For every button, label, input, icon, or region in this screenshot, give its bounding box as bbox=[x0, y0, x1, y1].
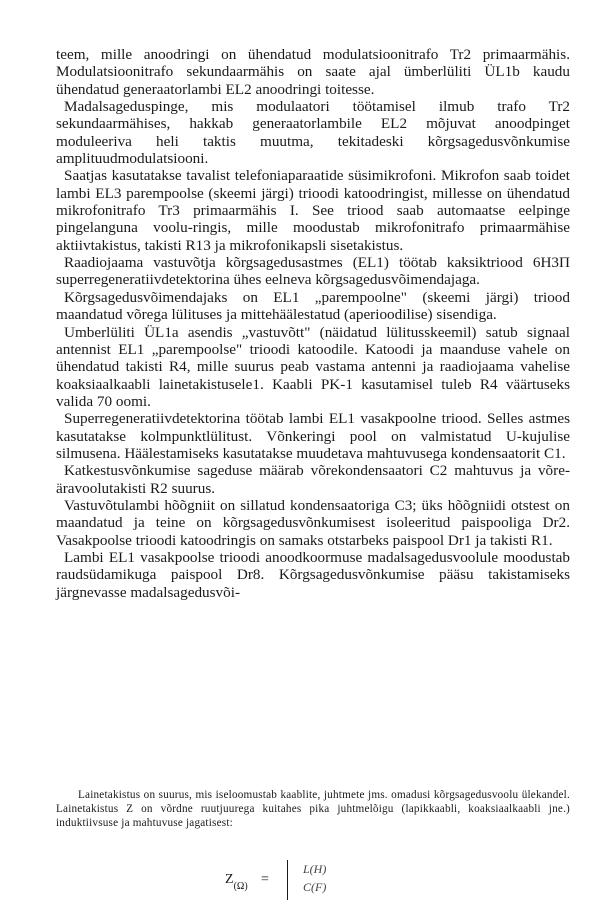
paragraph: Katkestusvõnkumise sageduse määrab võrekondensaatori C2 mahtuvus ja võre-äravoolutakisti R2 suurus. bbox=[56, 462, 570, 497]
formula-lhs bbox=[225, 872, 248, 892]
formula-denominator: C(F) bbox=[303, 880, 327, 894]
paragraph: Vastuvõtulambi hõõgniit on sillatud kondensaatoriga C3; üks hõõgniidi otstest on maandatud ja teine on kõrgsagedusvõnkumisest isoleeritud paispooliga Dr2. Vasakpoolse trioodi katoodringis on samaks otstarbeks paispool Dr1 ja takisti R1. bbox=[56, 496, 570, 549]
paragraph: Saatjas kasutatakse tavalist telefoniaparaatide süsimikrofoni. Mikrofon saab toidet lambi EL3 parempoolse (skeemi järgi) trioodi katoodringist, millesse on ühendatud mikrofonitrafo Tr3 primaarmähis I. See triood saab automaatse eelpinge pingelanguna voolu-ringis, mille moodustab mikrofonitrafo primaarmähise aktiivtakistus, takisti R13 ja mikrofonikapsli sisetakistus. bbox=[56, 167, 570, 254]
paragraph: Superregeneratiivdetektorina töötab lambi EL1 vasakpoolne triood. Selles astmes kasutatakse kolmpunktlülitust. Võnkeringi pool on valmistatud U-kujulise silmusena. Häälestamiseks kasutatakse muudetava mahtuvusega kondensaatorit C1. bbox=[56, 410, 570, 462]
formula-equals: = bbox=[261, 872, 269, 887]
formula-lhs-sub: (Ω) bbox=[233, 881, 248, 892]
formula-z: Z bbox=[225, 872, 234, 887]
formula-fraction bbox=[303, 862, 326, 898]
paragraph: Raadiojaama vastuvõtja kõrgsagedusastmes (EL1) töötab kaksiktriood 6H3П superregeneratiivdetektorina ühes eelneva kõrgsagedusvõimendajaga. bbox=[56, 254, 570, 289]
paragraph: teem, mille anoodringi on ühendatud modulatsioonitrafo Tr2 primaarmähis. Modulatsioonitrafo sekundaarmähis on saate ajal ümberlüliti ÜL1b kaudu ühendatud generaatorlambi EL2 anoodringi toitesse. bbox=[56, 46, 570, 98]
paragraph: Umberlüliti ÜL1a asendis „vastuvõtt" (näidatud lülitusskeemil) satub signaal antennist EL1 „parempoolse" trioodi katoodile. Katoodi ja maanduse vahele on ühendatud takisti R4, mille suurus peab vastama antenni ja raadiojaama vahelise koaksiaalkaabli lainetakistusele1. Kaabli PK-1 kasutamisel tuleb R4 väärtuseks valida 70 oomi. bbox=[56, 323, 570, 410]
paragraph: Madalsageduspinge, mis modulaatori töötamisel ilmub trafo Tr2 sekundaarmähises, hakkab generaatorlambile EL2 mõjuvat anoodpinget moduleeriva heli taktis muutma, tekitadeski kõrgsagedusvõnkumise amplituudmodulatsiooni. bbox=[56, 98, 570, 168]
footnote bbox=[56, 788, 570, 830]
body-text bbox=[56, 46, 570, 601]
sqrt-sign bbox=[287, 860, 288, 900]
formula-numerator: L(H) bbox=[303, 862, 327, 876]
impedance-formula bbox=[225, 858, 385, 908]
paragraph: Kõrgsagedusvõimendajaks on EL1 „parempoolne" (skeemi järgi) triood maandatud võrega lülituses ja mittehäälestatud (aperioodilise) sisendiga. bbox=[56, 288, 570, 324]
paragraph: Lambi EL1 vasakpoolse trioodi anoodkoormuse madalsagedusvoolule moodustab raudsüdamikuga paispool Dr8. Kõrgsagedusvõnkumise pääsu takistamiseks järgnevasse madalsagedusvõi- bbox=[56, 548, 570, 601]
footnote-text: Lainetakistus on suurus, mis iseloomustab kaablite, juhtmete jms. omadusi kõrgsagedusvoolu ülekandel. Lainetakistus Z on võrdne ruutjuurega kuitahes pika juhtmelõigu (lapikkaabli, koaksiaalkaabli jne.) induktiivsuse ja mahtuvuse jagatisest: bbox=[56, 789, 570, 829]
